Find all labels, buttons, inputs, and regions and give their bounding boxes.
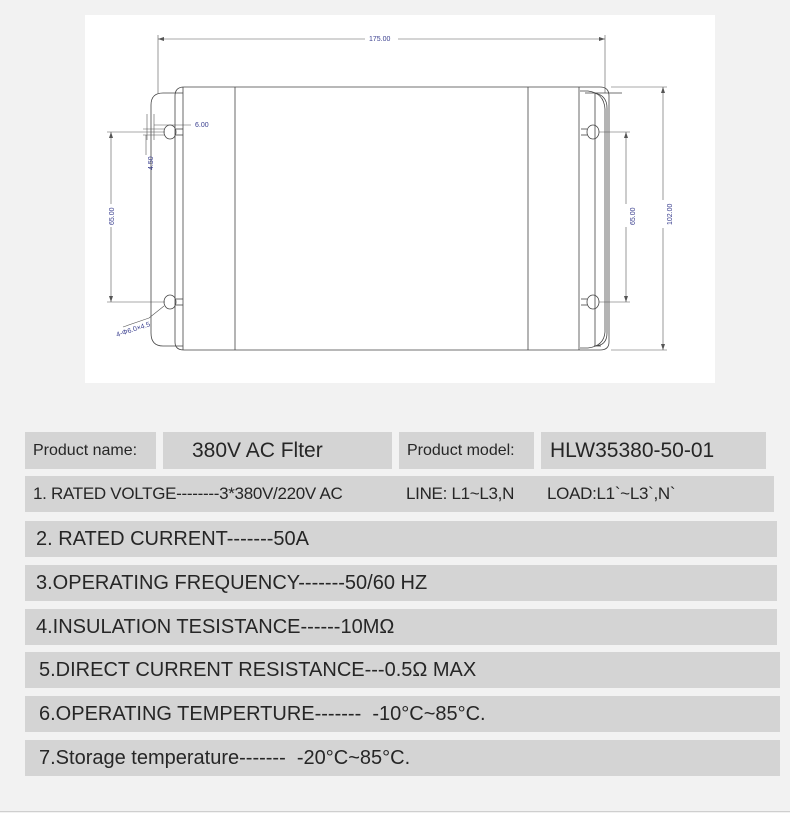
- width-dimension-label: 175.00: [369, 36, 391, 43]
- product-model-label-cell: [399, 432, 534, 469]
- mounting-hole-top-left: [164, 125, 176, 139]
- spec-row-storage-temperature: [25, 740, 780, 776]
- header-divider: [392, 432, 399, 469]
- product-header-row: [25, 432, 766, 469]
- product-name-label: Product name:: [33, 441, 138, 459]
- product-name-label-cell: [25, 432, 156, 469]
- storage-temperature-text: 7.Storage temperature------- -20°C~85°C.: [39, 746, 411, 769]
- dimension-drawing: [85, 15, 715, 383]
- header-divider: [534, 432, 541, 469]
- left-hole-spacing-label: 65.00: [109, 207, 116, 225]
- product-name-value: 380V AC Flter: [192, 438, 323, 462]
- product-model-value-cell: [541, 432, 766, 469]
- insulation-text: 4.INSULATION TESISTANCE------10MΩ: [36, 615, 395, 638]
- spec-row-insulation: [25, 609, 777, 645]
- header-divider: [156, 432, 163, 469]
- spec-row-rated-current: [25, 521, 777, 557]
- mounting-hole-bottom-right: [587, 295, 599, 309]
- load-text: LOAD:L1`~L3`,N`: [547, 484, 676, 503]
- mounting-hole-top-right: [587, 125, 599, 139]
- hole-offset-x-label: 6.00: [195, 122, 209, 129]
- bottom-divider: [0, 811, 790, 812]
- line-text: LINE: L1~L3,N: [406, 484, 515, 503]
- product-name-value-cell: [163, 432, 392, 469]
- product-model-label: Product model:: [407, 441, 515, 459]
- rated-current-text: 2. RATED CURRENT-------50A: [36, 527, 309, 550]
- rated-voltage-text: 1. RATED VOLTGE--------3*380V/220V AC: [33, 484, 343, 503]
- operating-frequency-text: 3.OPERATING FREQUENCY-------50/60 HZ: [36, 571, 428, 594]
- operating-temperature-text: 6.OPERATING TEMPERTURE------- -10°C~85°C.: [39, 702, 486, 725]
- height-dimension-label: 102.00: [667, 203, 674, 225]
- dc-resistance-text: 5.DIRECT CURRENT RESISTANCE---0.5Ω MAX: [39, 658, 477, 681]
- hole-offset-y-label: 4.50: [148, 156, 155, 170]
- mounting-hole-bottom-left: [164, 295, 176, 309]
- spec-row-rated-voltage: [25, 476, 774, 512]
- spec-row-operating-temperature: [25, 696, 780, 732]
- spec-row-dc-resistance: [25, 652, 780, 688]
- spec-row-operating-frequency: [25, 565, 777, 601]
- filter-body-outline: [175, 87, 609, 350]
- hole-callout-label: 4-Φ6.0×4.5: [115, 321, 152, 339]
- right-hole-spacing-label: 65.00: [630, 207, 637, 225]
- product-model-value: HLW35380-50-01: [550, 438, 715, 462]
- dimension-drawing-svg: [85, 15, 715, 383]
